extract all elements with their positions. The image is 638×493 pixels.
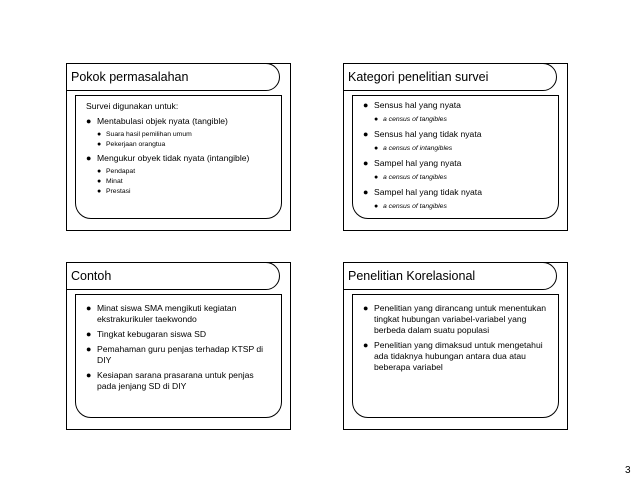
slide-content <box>75 294 282 418</box>
bullet-dot-icon: ● <box>86 116 92 126</box>
sub-bullet-item: ● Suara hasil pemilihan umum <box>97 131 192 138</box>
bullet-item: ● Sensus hal yang tidak nyata <box>363 129 482 139</box>
bullet-dot-icon: ● <box>363 187 369 197</box>
bullet-dot-icon: ● <box>86 329 92 339</box>
sub-bullet-list <box>374 144 552 154</box>
bullet-dot-icon: ● <box>374 145 379 152</box>
bullet-item: ● Mentabulasi objek nyata (tangible) <box>86 116 228 126</box>
bullet-item: ● Tingkat kebugaran siswa SD <box>86 329 207 339</box>
bullet-dot-icon: ● <box>86 370 92 380</box>
slide-kategori-penelitian-survei <box>343 63 568 231</box>
sub-bullet-list <box>374 115 552 125</box>
slide-title: Penelitian Korelasional <box>343 262 557 290</box>
bullet-dot-icon: ● <box>374 116 379 123</box>
sub-bullet-item: ● Pendapat <box>97 168 136 175</box>
slide-content <box>352 294 559 418</box>
bullet-dot-icon: ● <box>97 168 102 175</box>
bullet-item: ● Penelitian yang dimaksud untuk mengetahui ada tidaknya hubungan antara dua atau beberapa variabel <box>363 340 543 372</box>
bullet-item: ● Mengukur obyek tidak nyata (intangible) <box>86 153 250 163</box>
slide-title: Pokok permasalahan <box>66 63 280 91</box>
sub-bullet-item: ● a census of tangibles <box>374 174 447 181</box>
bullet-item: ● Pemahaman guru penjas terhadap KTSP di DIY <box>86 344 264 365</box>
slide-pokok-permasalahan <box>66 63 291 231</box>
sub-bullet-item: ● Pekerjaan orangtua <box>97 141 166 148</box>
bullet-item: ● Sampel hal yang nyata <box>363 158 462 168</box>
bullet-dot-icon: ● <box>86 303 92 313</box>
bullet-dot-icon: ● <box>363 303 369 313</box>
bullet-item: ● Kesiapan sarana prasarana untuk penjas pada jenjang SD di DIY <box>86 370 254 391</box>
bullet-dot-icon: ● <box>363 100 369 110</box>
slide-content <box>352 95 559 219</box>
sub-bullet-item: ● Prestasi <box>97 188 131 195</box>
bullet-dot-icon: ● <box>374 174 379 181</box>
bullet-dot-icon: ● <box>86 153 92 163</box>
page-number: 3 <box>625 465 631 476</box>
bullet-dot-icon: ● <box>374 203 379 210</box>
slide-title: Contoh <box>66 262 280 290</box>
bullet-dot-icon: ● <box>97 178 102 185</box>
sub-bullet-list <box>374 173 552 183</box>
slide-contoh <box>66 262 291 430</box>
sub-bullet-item: ● a census of tangibles <box>374 203 447 210</box>
sub-bullet-list <box>97 130 275 150</box>
slide-title: Kategori penelitian survei <box>343 63 557 91</box>
bullet-item: ● Minat siswa SMA mengikuti kegiatan ekstrakurikuler taekwondo <box>86 303 237 324</box>
bullet-dot-icon: ● <box>97 141 102 148</box>
slide-content <box>75 95 282 219</box>
bullet-dot-icon: ● <box>363 340 369 350</box>
sub-bullet-item: ● a census of intangibles <box>374 145 453 152</box>
bullet-item: ● Sensus hal yang nyata <box>363 100 461 110</box>
sub-bullet-item: ● Minat <box>97 178 123 185</box>
bullet-item: ● Sampel hal yang tidak nyata <box>363 187 482 197</box>
sub-bullet-list <box>374 202 552 212</box>
sub-bullet-item: ● a census of tangibles <box>374 116 447 123</box>
bullet-dot-icon: ● <box>86 344 92 354</box>
bullet-item: ● Penelitian yang dirancang untuk menentukan tingkat hubungan variabel-variabel yang berbeda dalam suatu populasi <box>363 303 546 335</box>
bullet-dot-icon: ● <box>363 129 369 139</box>
bullet-dot-icon: ● <box>97 188 102 195</box>
bullet-dot-icon: ● <box>363 158 369 168</box>
intro-text: Survei digunakan untuk: <box>86 101 179 111</box>
slide-penelitian-korelasional <box>343 262 568 430</box>
sub-bullet-list <box>97 167 275 197</box>
bullet-dot-icon: ● <box>97 131 102 138</box>
